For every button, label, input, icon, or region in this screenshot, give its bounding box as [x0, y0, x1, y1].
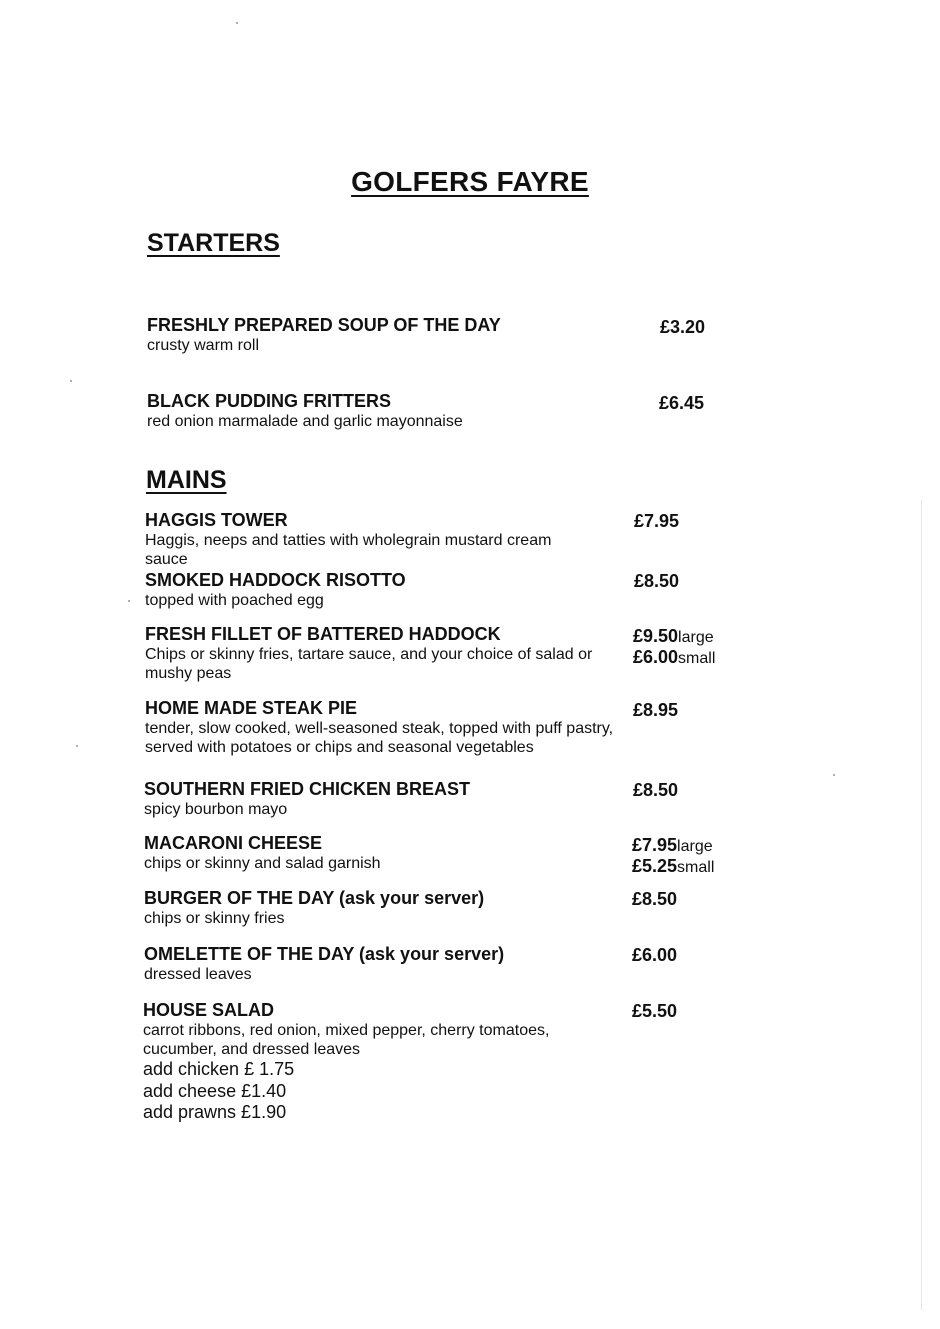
menu-item-soup [147, 315, 627, 355]
item-price: £8.50 [633, 780, 679, 800]
menu-item-macaroni-cheese [144, 833, 624, 873]
item-price-small [632, 856, 714, 878]
salad-addon: add chicken £ 1.75 [143, 1059, 295, 1079]
item-name: OMELETTE OF THE DAY (ask your server) [144, 944, 505, 964]
item-price: £7.95 [634, 511, 680, 531]
item-price: £5.50 [632, 1001, 678, 1021]
item-name: MACARONI CHEESE [144, 833, 323, 853]
item-description: Haggis, neeps and tatties with wholegrain mustard cream sauce [145, 532, 552, 568]
price-value: £5.25 [632, 856, 678, 876]
item-name: BURGER OF THE DAY (ask your server) [144, 888, 485, 908]
item-name: HOME MADE STEAK PIE [145, 698, 358, 718]
item-description: spicy bourbon mayo [144, 801, 288, 818]
price-value: £7.95 [632, 835, 678, 855]
menu-title: GOLFERS FAYRE [351, 166, 589, 197]
menu-item-southern-fried-chicken [144, 779, 624, 819]
menu-item-black-pudding [147, 391, 627, 431]
item-price: £6.45 [659, 393, 705, 413]
price-value: £9.50 [633, 626, 679, 646]
item-price: £8.50 [632, 889, 678, 909]
item-name: FRESH FILLET OF BATTERED HADDOCK [145, 624, 501, 644]
item-name: SOUTHERN FRIED CHICKEN BREAST [144, 779, 471, 799]
scan-speck [833, 774, 835, 776]
item-price-large [632, 835, 713, 857]
price-unit: small [678, 650, 716, 667]
menu-item-burger [144, 888, 624, 928]
item-description: tender, slow cooked, well-seasoned steak, topped with puff pastry, served with potatoes or chips and seasonal vegetables [145, 720, 614, 756]
price-unit: large [677, 838, 713, 855]
menu-item-battered-haddock [145, 624, 625, 683]
item-name: HAGGIS TOWER [145, 510, 288, 530]
item-description: chips or skinny fries [144, 910, 285, 927]
item-price-large [633, 626, 714, 648]
salad-addon: add prawns £1.90 [143, 1102, 287, 1122]
item-price: £6.00 [632, 945, 678, 965]
item-price: £8.50 [634, 571, 680, 591]
scan-speck [128, 600, 130, 602]
starters-heading: STARTERS [147, 229, 280, 257]
page-edge [921, 500, 922, 1310]
item-description: dressed leaves [144, 966, 252, 983]
item-price: £3.20 [660, 317, 706, 337]
item-name: FRESHLY PREPARED SOUP OF THE DAY [147, 315, 501, 335]
menu-item-smoked-haddock-risotto [145, 570, 625, 610]
item-price-small [633, 647, 715, 669]
scan-speck [76, 745, 78, 747]
menu-item-omelette [144, 944, 624, 984]
menu-item-haggis-tower [145, 510, 625, 569]
price-unit: small [677, 859, 715, 876]
item-description: crusty warm roll [147, 337, 260, 354]
item-name: BLACK PUDDING FRITTERS [147, 391, 391, 411]
item-description: Chips or skinny fries, tartare sauce, and your choice of salad or mushy peas [145, 646, 593, 682]
item-description: chips or skinny and salad garnish [144, 855, 381, 872]
price-value: £6.00 [633, 647, 679, 667]
item-description: carrot ribbons, red onion, mixed pepper, cherry tomatoes, cucumber, and dressed leaves [143, 1022, 550, 1058]
item-price: £8.95 [633, 700, 679, 720]
item-name: HOUSE SALAD [143, 1000, 275, 1020]
scan-speck [70, 380, 72, 382]
mains-heading: MAINS [146, 466, 227, 494]
menu-item-steak-pie [145, 698, 625, 757]
menu-item-house-salad [143, 1000, 623, 1124]
scan-speck [236, 22, 238, 24]
item-description: topped with poached egg [145, 592, 324, 609]
price-unit: large [678, 629, 714, 646]
item-description: red onion marmalade and garlic mayonnaise [147, 413, 463, 430]
item-name: SMOKED HADDOCK RISOTTO [145, 570, 406, 590]
salad-addon: add cheese £1.40 [143, 1080, 287, 1101]
